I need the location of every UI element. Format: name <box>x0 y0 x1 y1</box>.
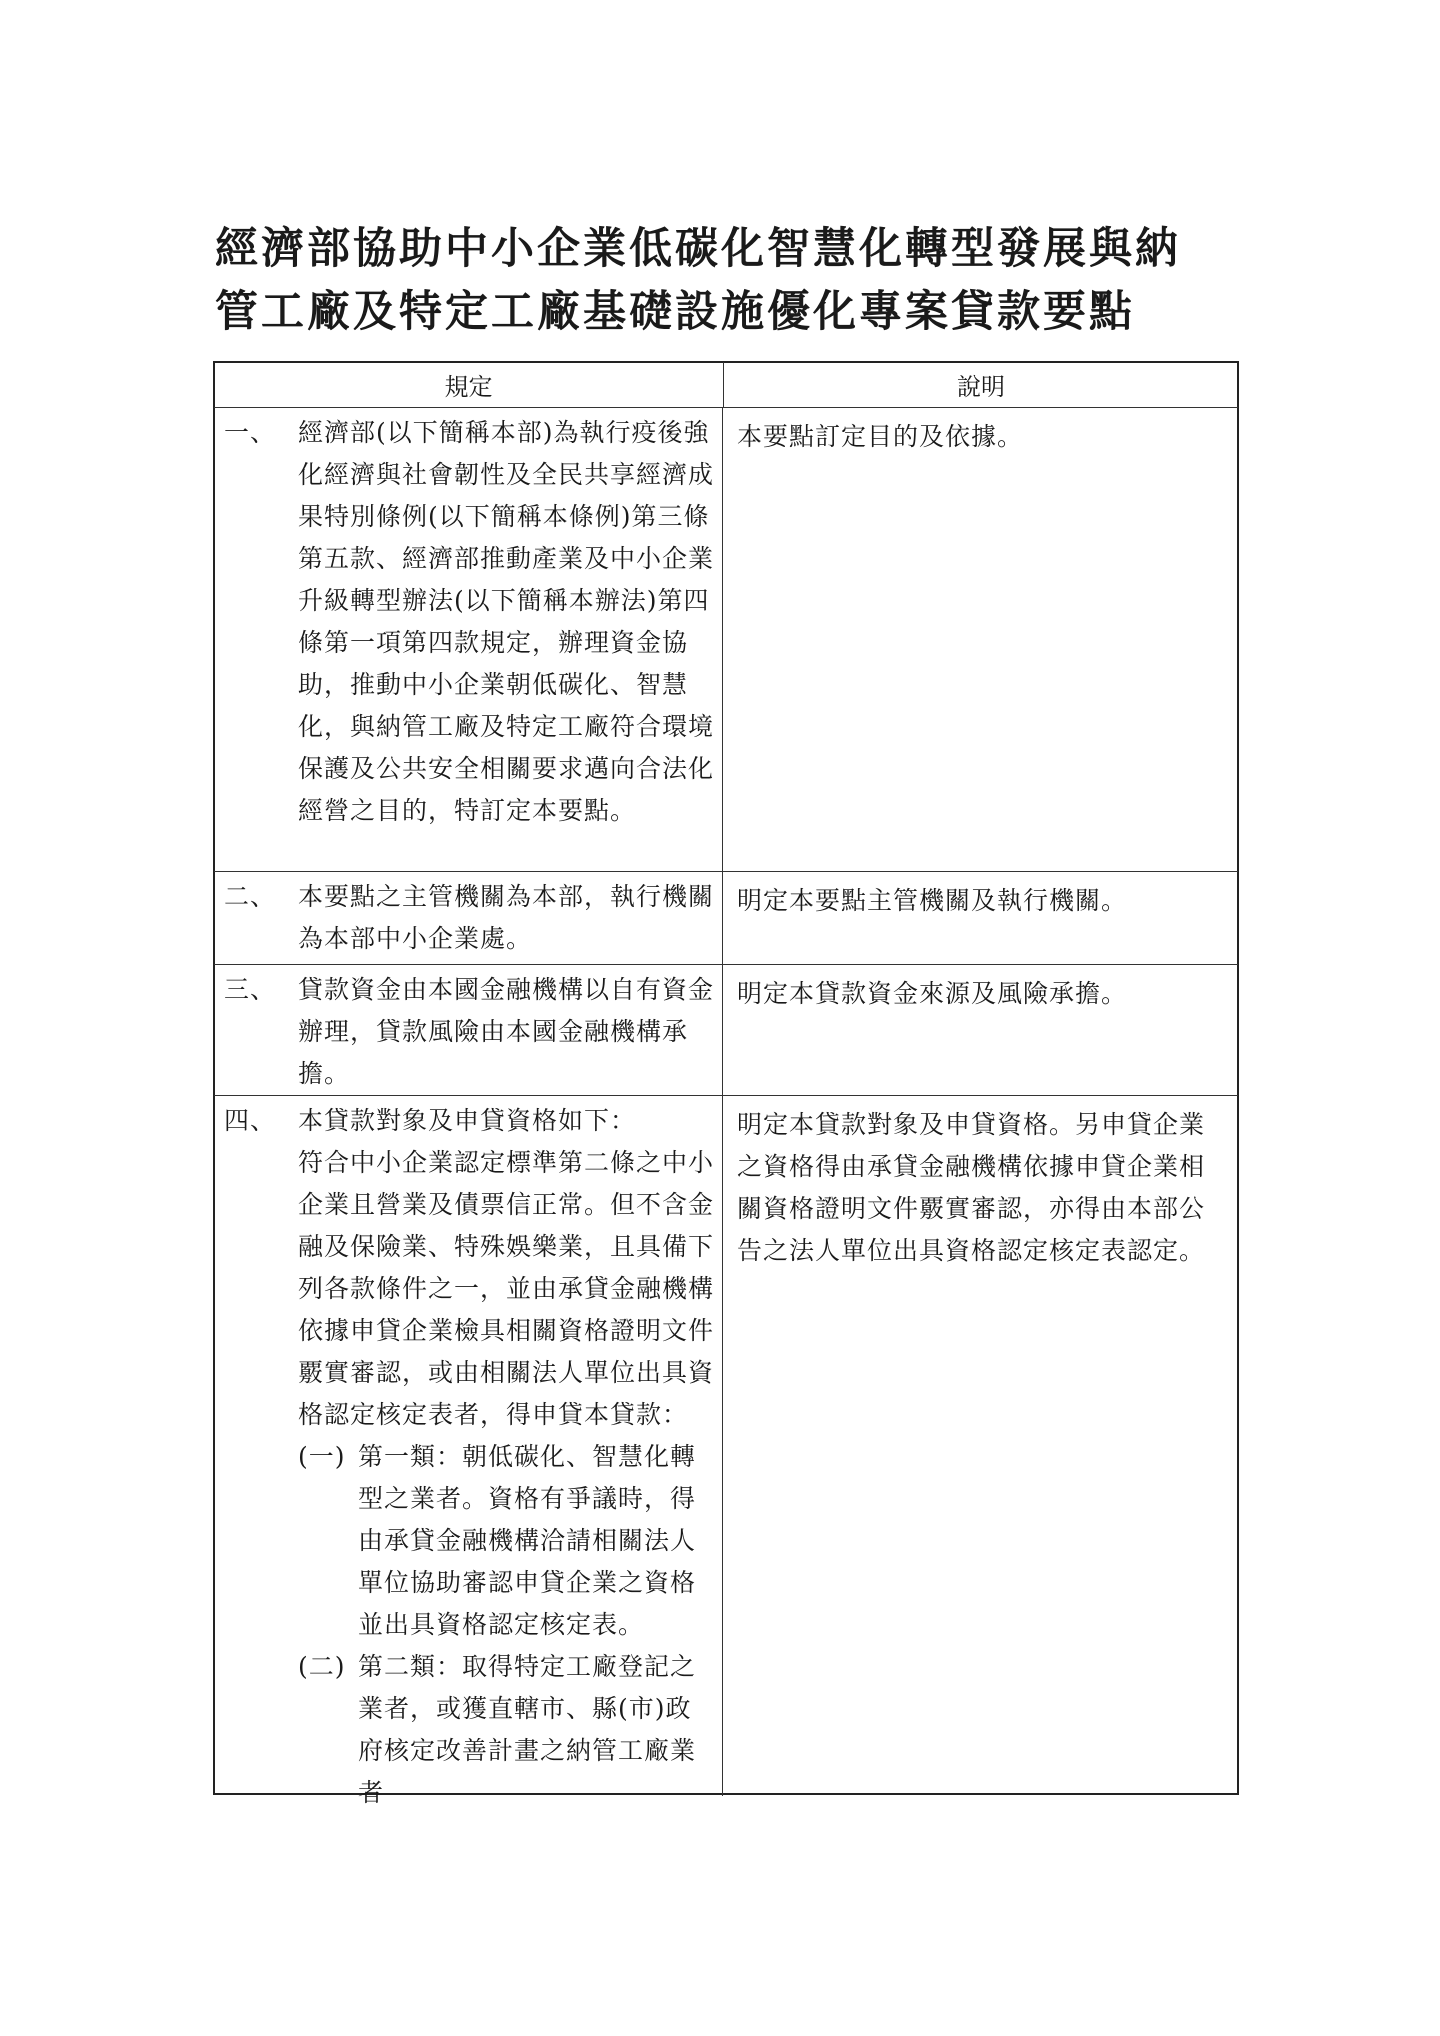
article-number: 三、 <box>224 975 277 1004</box>
note-cell <box>723 965 1238 1095</box>
sub-item-number: (一) <box>298 1442 346 1471</box>
note-text: 本要點訂定目的及依據。 <box>737 422 1024 451</box>
regulation-table <box>214 362 1238 1807</box>
note-text: 明定本貸款對象及申貸資格。另申貸企業之資格得由承貸金融機構依據申貸企業相關資格證明文件覈實審認，亦得由本部公告之法人單位出具資格認定核定表認定。 <box>737 1110 1206 1265</box>
note-cell <box>723 872 1238 964</box>
note-text: 明定本貸款資金來源及風險承擔。 <box>737 979 1128 1008</box>
article-number: 二、 <box>224 882 277 911</box>
note-text: 明定本要點主管機關及執行機關。 <box>737 886 1128 915</box>
rule-cell <box>214 408 723 871</box>
table-row <box>214 872 1238 965</box>
title-line-1: 經濟部協助中小企業低碳化智慧化轉型發展與納 <box>215 224 1181 274</box>
sub-item-text: 第一類：朝低碳化、智慧化轉型之業者。資格有爭議時，得由承貸金融機構洽請相關法人單位協助審認申貸企業之資格並出具資格認定核定表。 <box>358 1442 697 1639</box>
sub-item-text: 第二類：取得特定工廠登記之業者，或獲直轄市、縣(市)政府核定改善計畫之納管工廠業者 <box>358 1652 697 1807</box>
article-text: 貸款資金由本國金融機構以自有資金辦理，貸款風險由本國金融機構承擔。 <box>298 975 715 1088</box>
rule-cell <box>214 965 723 1095</box>
table-row <box>214 408 1238 872</box>
rule-cell <box>214 872 723 964</box>
table-row <box>214 965 1238 1096</box>
note-cell <box>723 408 1238 871</box>
article-number: 一、 <box>224 418 277 447</box>
title-line-2: 管工廠及特定工廠基礎設施優化專案貸款要點 <box>215 287 1135 337</box>
document-title <box>215 218 1245 344</box>
table-row <box>214 1096 1238 1807</box>
header-rule: 規定 <box>214 362 724 407</box>
sub-item <box>224 1646 716 1814</box>
table-header-row <box>214 362 1238 408</box>
article-paragraph: 符合中小企業認定標準第二條之中小企業且營業及債票信正常。但不含金融及保險業、特殊娛樂業，且具備下列各款條件之一，並由承貸金融機構依據申貸企業檢具相關資格證明文件覈實審認，或由相關法人單位出具資格認定核定表者，得申貸本貸款： <box>298 1148 715 1429</box>
sub-item-number: (二) <box>298 1652 346 1681</box>
note-cell <box>723 1096 1238 1796</box>
article-text: 經濟部(以下簡稱本部)為執行疫後強化經濟與社會韌性及全民共享經濟成果特別條例(以下簡稱本條例)第三條第五款、經濟部推動產業及中小企業升級轉型辦法(以下簡稱本辦法)第四條第一項第四款規定，辦理資金協助，推動中小企業朝低碳化、智慧化，與納管工廠及特定工廠符合環境保護及公共安全相關要求邁向合法化經營之目的，特訂定本要點。 <box>298 418 715 825</box>
article-text: 本貸款對象及申貸資格如下： <box>298 1106 637 1135</box>
header-note: 說明 <box>957 373 1005 401</box>
sub-item <box>224 1436 716 1646</box>
article-text: 本要點之主管機關為本部，執行機關為本部中小企業處。 <box>298 882 715 953</box>
rule-cell <box>214 1096 723 1807</box>
article-number: 四、 <box>224 1106 277 1135</box>
